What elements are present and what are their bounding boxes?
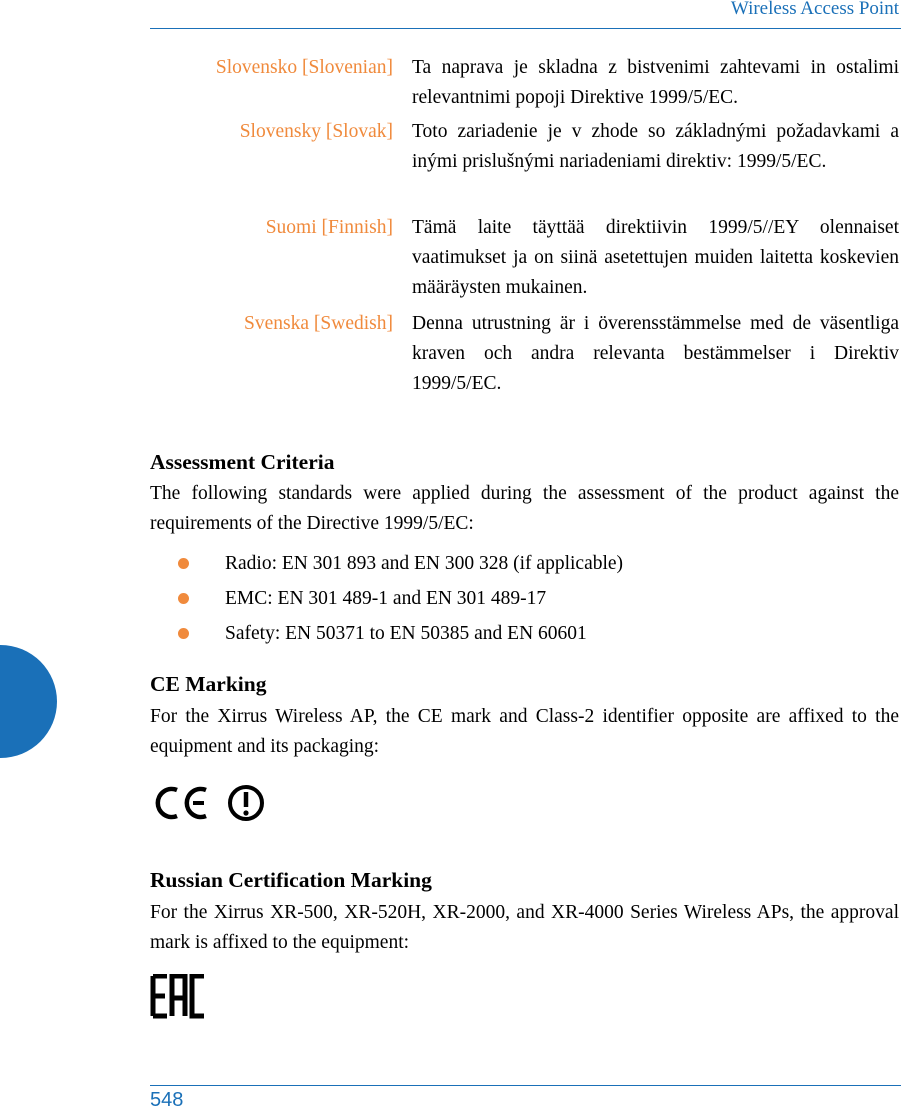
ce-marking-heading: CE Marking [150,672,267,696]
ce-marking-text: For the Xirrus Wireless AP, the CE mark and Class-2 identifier opposite are affixed to the equipment and its packaging: [150,706,899,757]
bullet-icon [178,558,189,569]
bullet-icon [178,628,189,639]
chapter-tab-marker [0,645,57,758]
declaration-language: Suomi [Finnish] [265,217,393,238]
page-number: 548 [150,1089,184,1111]
ce-mark-icon [150,783,270,825]
russian-text: For the Xirrus XR-500, XR-520H, XR-2000, and XR-4000 Series Wireless APs, the approval mark is affixed to the equipment: [150,902,899,953]
declaration-text: Denna utrustning är i överensstämmelse med de väsentliga kraven och andra relevanta bestämmelser i Direktiv 1999/5/EC. [412,313,899,394]
list-item-text: EMC: EN 301 489-1 and EN 301 489-17 [225,588,547,609]
declaration-language: Slovensko [Slovenian] [215,57,393,78]
declaration-language: Slovensky [Slovak] [239,121,393,142]
declaration-language: Svenska [Swedish] [244,313,393,334]
header-title: Wireless Access Point [730,0,899,19]
list-item-text: Radio: EN 301 893 and EN 300 328 (if applicable) [225,553,624,574]
list-item [150,584,899,614]
assessment-heading: Assessment Criteria [150,450,335,474]
bullet-icon [178,593,189,604]
list-item-text: Safety: EN 50371 to EN 50385 and EN 60601 [225,623,587,644]
header-divider [150,28,901,29]
footer-divider [150,1085,901,1086]
list-item [150,549,899,579]
declaration-text: Toto zariadenie je v zhode so základnými požadavkami a inými prislušnými nariadeniami direktiv: 1999/5/EC. [412,121,899,172]
list-item [150,619,899,649]
russian-heading: Russian Certification Marking [150,868,432,892]
declaration-text: Tämä laite täyttää direktiivin 1999/5//EY olennaiset vaatimukset ja on siinä asetettujen muiden laitetta koskevien määräysten mukainen. [412,217,899,298]
assessment-intro: The following standards were applied during the assessment of the product against the requirements of the Directive 1999/5/EC: [150,483,899,534]
eac-mark-icon [150,974,208,1020]
declaration-text: Ta naprava je skladna z bistvenimi zahtevami in ostalimi relevantnimi popoji Direktive 1999/5/EC. [412,57,899,108]
